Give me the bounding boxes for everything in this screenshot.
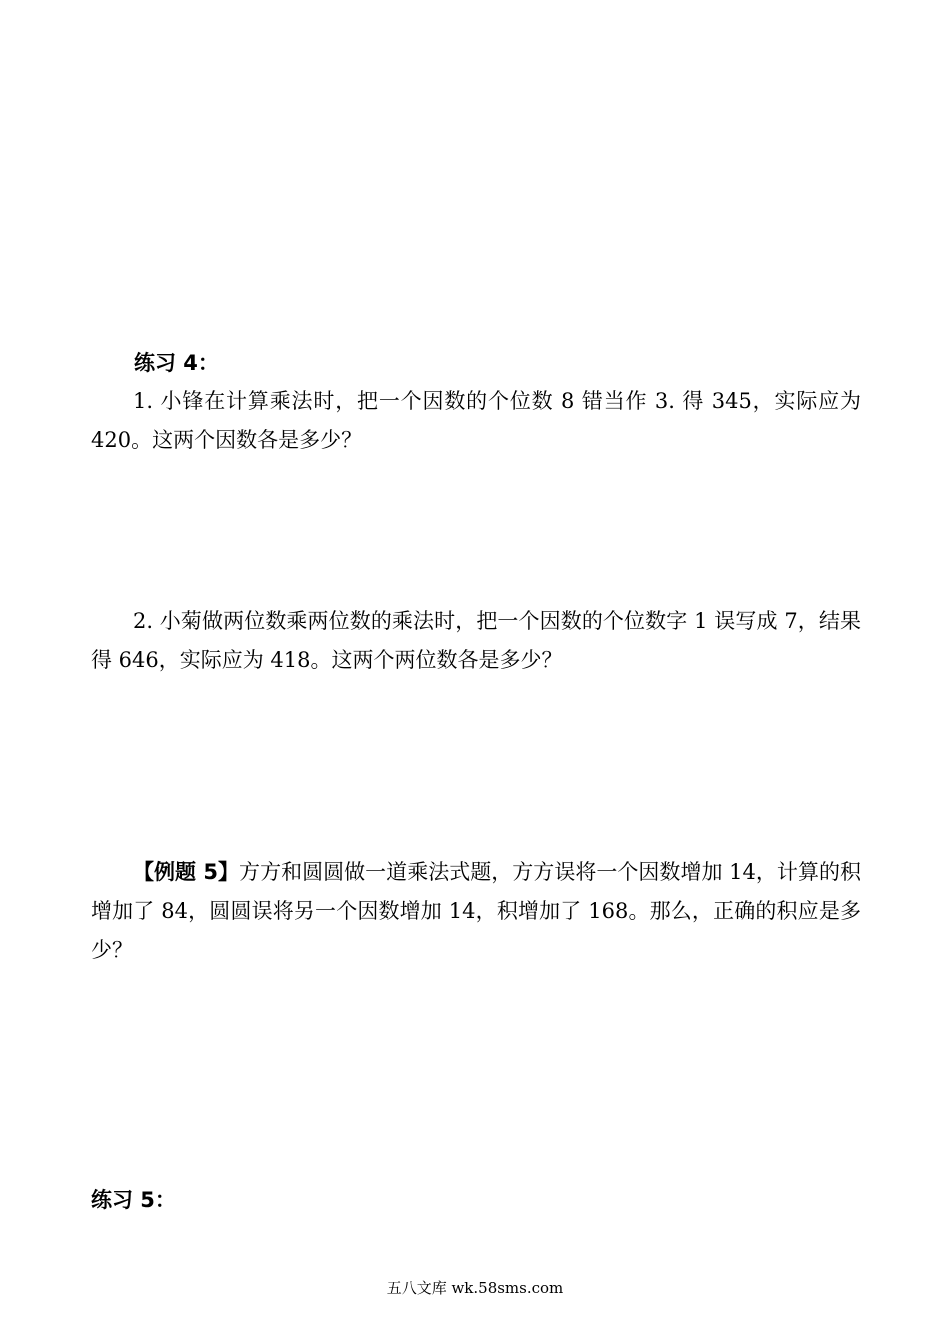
example-5-text: 方方和圆圆做一道乘法式题，方方误将一个因数增加 14，计算的积增加了 84，圆圆误将另一个因数增加 14，积增加了 168。那么，正确的积应是多少？ (91, 860, 861, 962)
footer-watermark: 五八文库 wk.58sms.com (386, 1279, 564, 1297)
practice-4-question-2: 2. 小菊做两位数乘两位数的乘法时，把一个因数的个位数字 1 误写成 7，结果得 646，实际应为 418。这两个两位数各是多少？ (91, 609, 861, 672)
practice-5-heading: 练习 5： (91, 1188, 176, 1212)
example-5-paragraph (91, 853, 861, 970)
example-5-label: 【例题 5】 (133, 860, 240, 884)
practice-4-question-1: 1. 小锋在计算乘法时，把一个因数的个位数 8 错当作 3. 得 345，实际应为 420。这两个因数各是多少？ (91, 389, 861, 452)
practice-4-heading: 练习 4： (134, 351, 219, 375)
